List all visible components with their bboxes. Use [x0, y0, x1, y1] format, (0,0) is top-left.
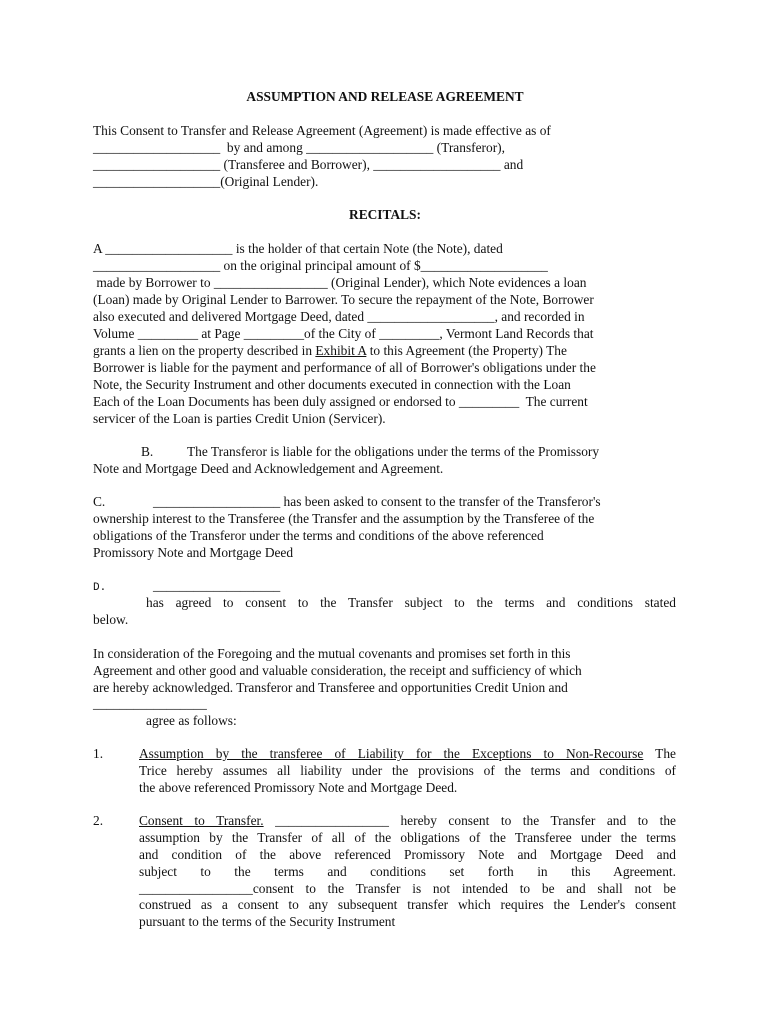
recital-c-line-4: Promissory Note and Mortgage Deed: [93, 545, 294, 560]
consideration-line-2: Agreement and other good and valuable consideration, the receipt and sufficiency of which: [93, 663, 582, 678]
recital-a-line-1: A ___________________ is the holder of that certain Note (the Note), dated: [93, 241, 503, 256]
consideration-line-1: In consideration of the Foregoing and the mutual covenants and promises set forth in this: [93, 646, 571, 661]
recital-d-blank: ___________________: [153, 578, 281, 593]
recital-c-line-2: ownership interest to the Transferee (the Transfer and the assumption by the Transferee of the: [93, 511, 595, 526]
section-2-line-6: construed as a consent to any subsequent transfer which requires the Lender's consent: [139, 897, 676, 912]
intro-line-2: ___________________ by and among ___________________ (Transferor),: [93, 140, 505, 155]
recital-a-line-6: Volume _________ at Page _________of the City of _________, Vermont Land Records that: [93, 326, 594, 341]
section-2-heading-after: _________________ hereby consent to the Transfer and to the: [263, 813, 677, 828]
recital-a-text: to this Agreement (the Property) The: [366, 343, 567, 358]
recital-a-line-4: (Loan) made by Original Lender to Barrower. To secure the repayment of the Note, Borrower: [93, 292, 594, 307]
document-title: ASSUMPTION AND RELEASE AGREEMENT: [246, 89, 524, 104]
recital-c-line-3: obligations of the Transferor under the terms and conditions of the above referenced: [93, 528, 544, 543]
section-1-heading: Assumption by the transferee of Liability for the Exceptions to Non-Recourse: [139, 746, 644, 761]
recital-a-line-9: Note, the Security Instrument and other documents executed in connection with the Loan: [93, 377, 571, 392]
section-2-line-7: pursuant to the terms of the Security Instrument: [139, 914, 396, 929]
section-2-line-1: [139, 813, 676, 829]
section-2-line-5: _________________consent to the Transfer is not intended to be and shall not be: [139, 881, 676, 896]
exhibit-a-link[interactable]: Exhibit A: [315, 343, 367, 358]
section-1-line-1: [139, 746, 676, 762]
recital-a-line-3: made by Borrower to _________________ (Original Lender), which Note evidences a loan: [93, 275, 587, 290]
recital-a-line-10: Each of the Loan Documents has been duly assigned or endorsed to _________ The current: [93, 394, 588, 409]
consideration-line-5: agree as follows:: [146, 713, 237, 728]
recital-b-label: B.: [141, 444, 154, 459]
recital-d-line-2: below.: [93, 612, 129, 627]
recitals-heading: RECITALS:: [349, 207, 421, 222]
recital-b-line-1: The Transferor is liable for the obligations under the terms of the Promissory: [187, 444, 600, 459]
section-1-number: 1.: [93, 746, 104, 761]
section-1-heading-after: The: [643, 746, 676, 761]
consideration-line-4: _________________: [93, 696, 207, 711]
recital-a-line-7: [93, 343, 567, 359]
recital-d-label: D.: [93, 582, 107, 594]
section-2-line-3: and condition of the above referenced Promissory Note and Mortgage Deed and: [139, 847, 676, 862]
section-1-line-2: Trice hereby assumes all liability under the provisions of the terms and conditions of: [139, 763, 676, 778]
intro-line-1: This Consent to Transfer and Release Agreement (Agreement) is made effective as of: [93, 123, 551, 138]
intro-line-3: ___________________ (Transferee and Borrower), ___________________ and: [93, 157, 524, 172]
recital-a-line-2: ___________________ on the original principal amount of $___________________: [93, 258, 548, 273]
section-2-line-4: subject to the terms and conditions set forth in this Agreement.: [139, 864, 676, 879]
recital-d-line-1: has agreed to consent to the Transfer subject to the terms and conditions stated: [146, 595, 676, 610]
recital-a-line-5: also executed and delivered Mortgage Deed, dated ___________________, and recorded in: [93, 309, 585, 324]
recital-a-text: grants a lien on the property described in: [93, 343, 316, 358]
section-2-number: 2.: [93, 813, 104, 828]
section-2-heading: Consent to Transfer.: [139, 813, 264, 828]
consideration-line-3: are hereby acknowledged. Transferor and Transferee and opportunities Credit Union and: [93, 680, 568, 695]
recital-a-line-8: Borrower is liable for the payment and performance of all of Borrower's obligations under the: [93, 360, 596, 375]
section-2-line-2: assumption by the Transfer of all of the obligations of the Transferee under the terms: [139, 830, 676, 845]
recital-c-line-1: ___________________ has been asked to consent to the transfer of the Transferor's: [153, 494, 601, 509]
intro-line-4: ___________________(Original Lender).: [93, 174, 319, 189]
section-1-line-3: the above referenced Promissory Note and Mortgage Deed.: [139, 780, 458, 795]
recital-c-label: C.: [93, 494, 106, 509]
recital-b-line-2: Note and Mortgage Deed and Acknowledgement and Agreement.: [93, 461, 444, 476]
recital-a-line-11: servicer of the Loan is parties Credit Union (Servicer).: [93, 411, 386, 426]
